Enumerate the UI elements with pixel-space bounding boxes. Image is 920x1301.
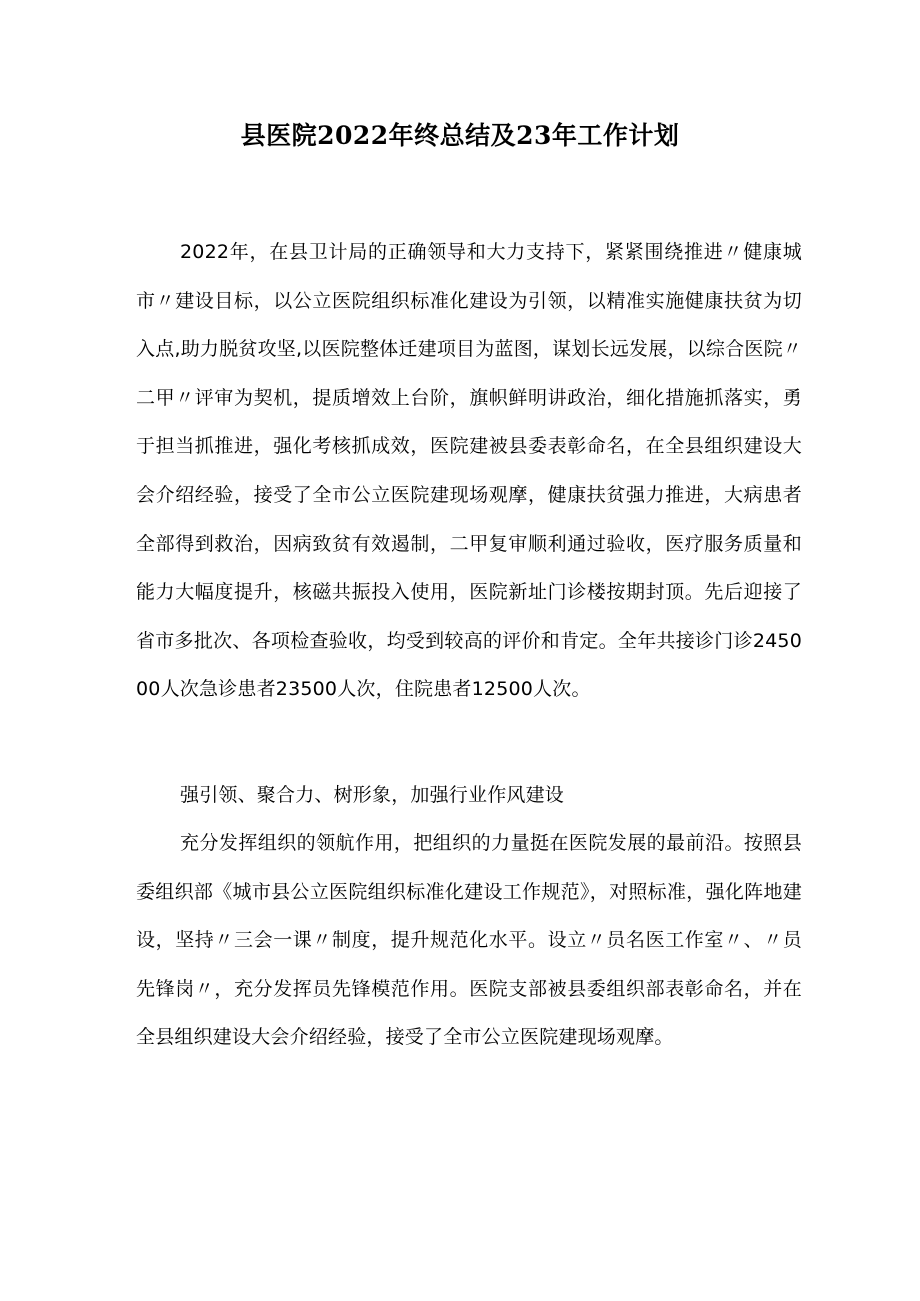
paragraph-summary: 2022年，在县卫计局的正确领导和大力支持下，紧紧围绕推进〃健康城市〃建设目标，以公立医院组织标准化建设为引领，以精准实施健康扶贫为切入点,助力脱贫攻坚,以医院整体迁建项目为蓝图，谋划长远发展，以综合医院〃二甲〃评审为契机，提质增效上台阶，旗帜鲜明讲政治，细化措施抓落实，勇于担当抓推进，强化考核抓成效，医院建被县委表彰命名，在全县组织建设大会介绍经验，接受了全市公立医院建现场观摩，健康扶贫强力推进，大病患者全部得到救治，因病致贫有效遏制，二甲复审顺利通过验收，医疗服务质量和能力大幅度提升，核磁共振投入使用，医院新址门诊楼按期封顶。先后迎接了省市多批次、各项检查验收，均受到较高的评价和肯定。全年共接诊门诊245000人次急诊患者23500人次，住院患者12500人次。 [136,241,802,701]
section-heading: 强引领、聚合力、树形象，加强行业作风建设 [180,784,565,806]
document-title: 县医院2022年终总结及23年工作计划 [240,121,680,150]
paragraph-organization: 充分发挥组织的领航作用，把组织的力量挺在医院发展的最前沿。按照县委组织部《城市县公立医院组织标准化建设工作规范》，对照标准，强化阵地建设，坚持〃三会一课〃制度，提升规范化水平。设立〃员名医工作室〃、〃员先锋岗〃，充分发挥员先锋模范作用。医院支部被县委组织部表彰命名，并在全县组织建设大会介绍经验，接受了全市公立医院建现场观摩。 [136,832,802,1049]
